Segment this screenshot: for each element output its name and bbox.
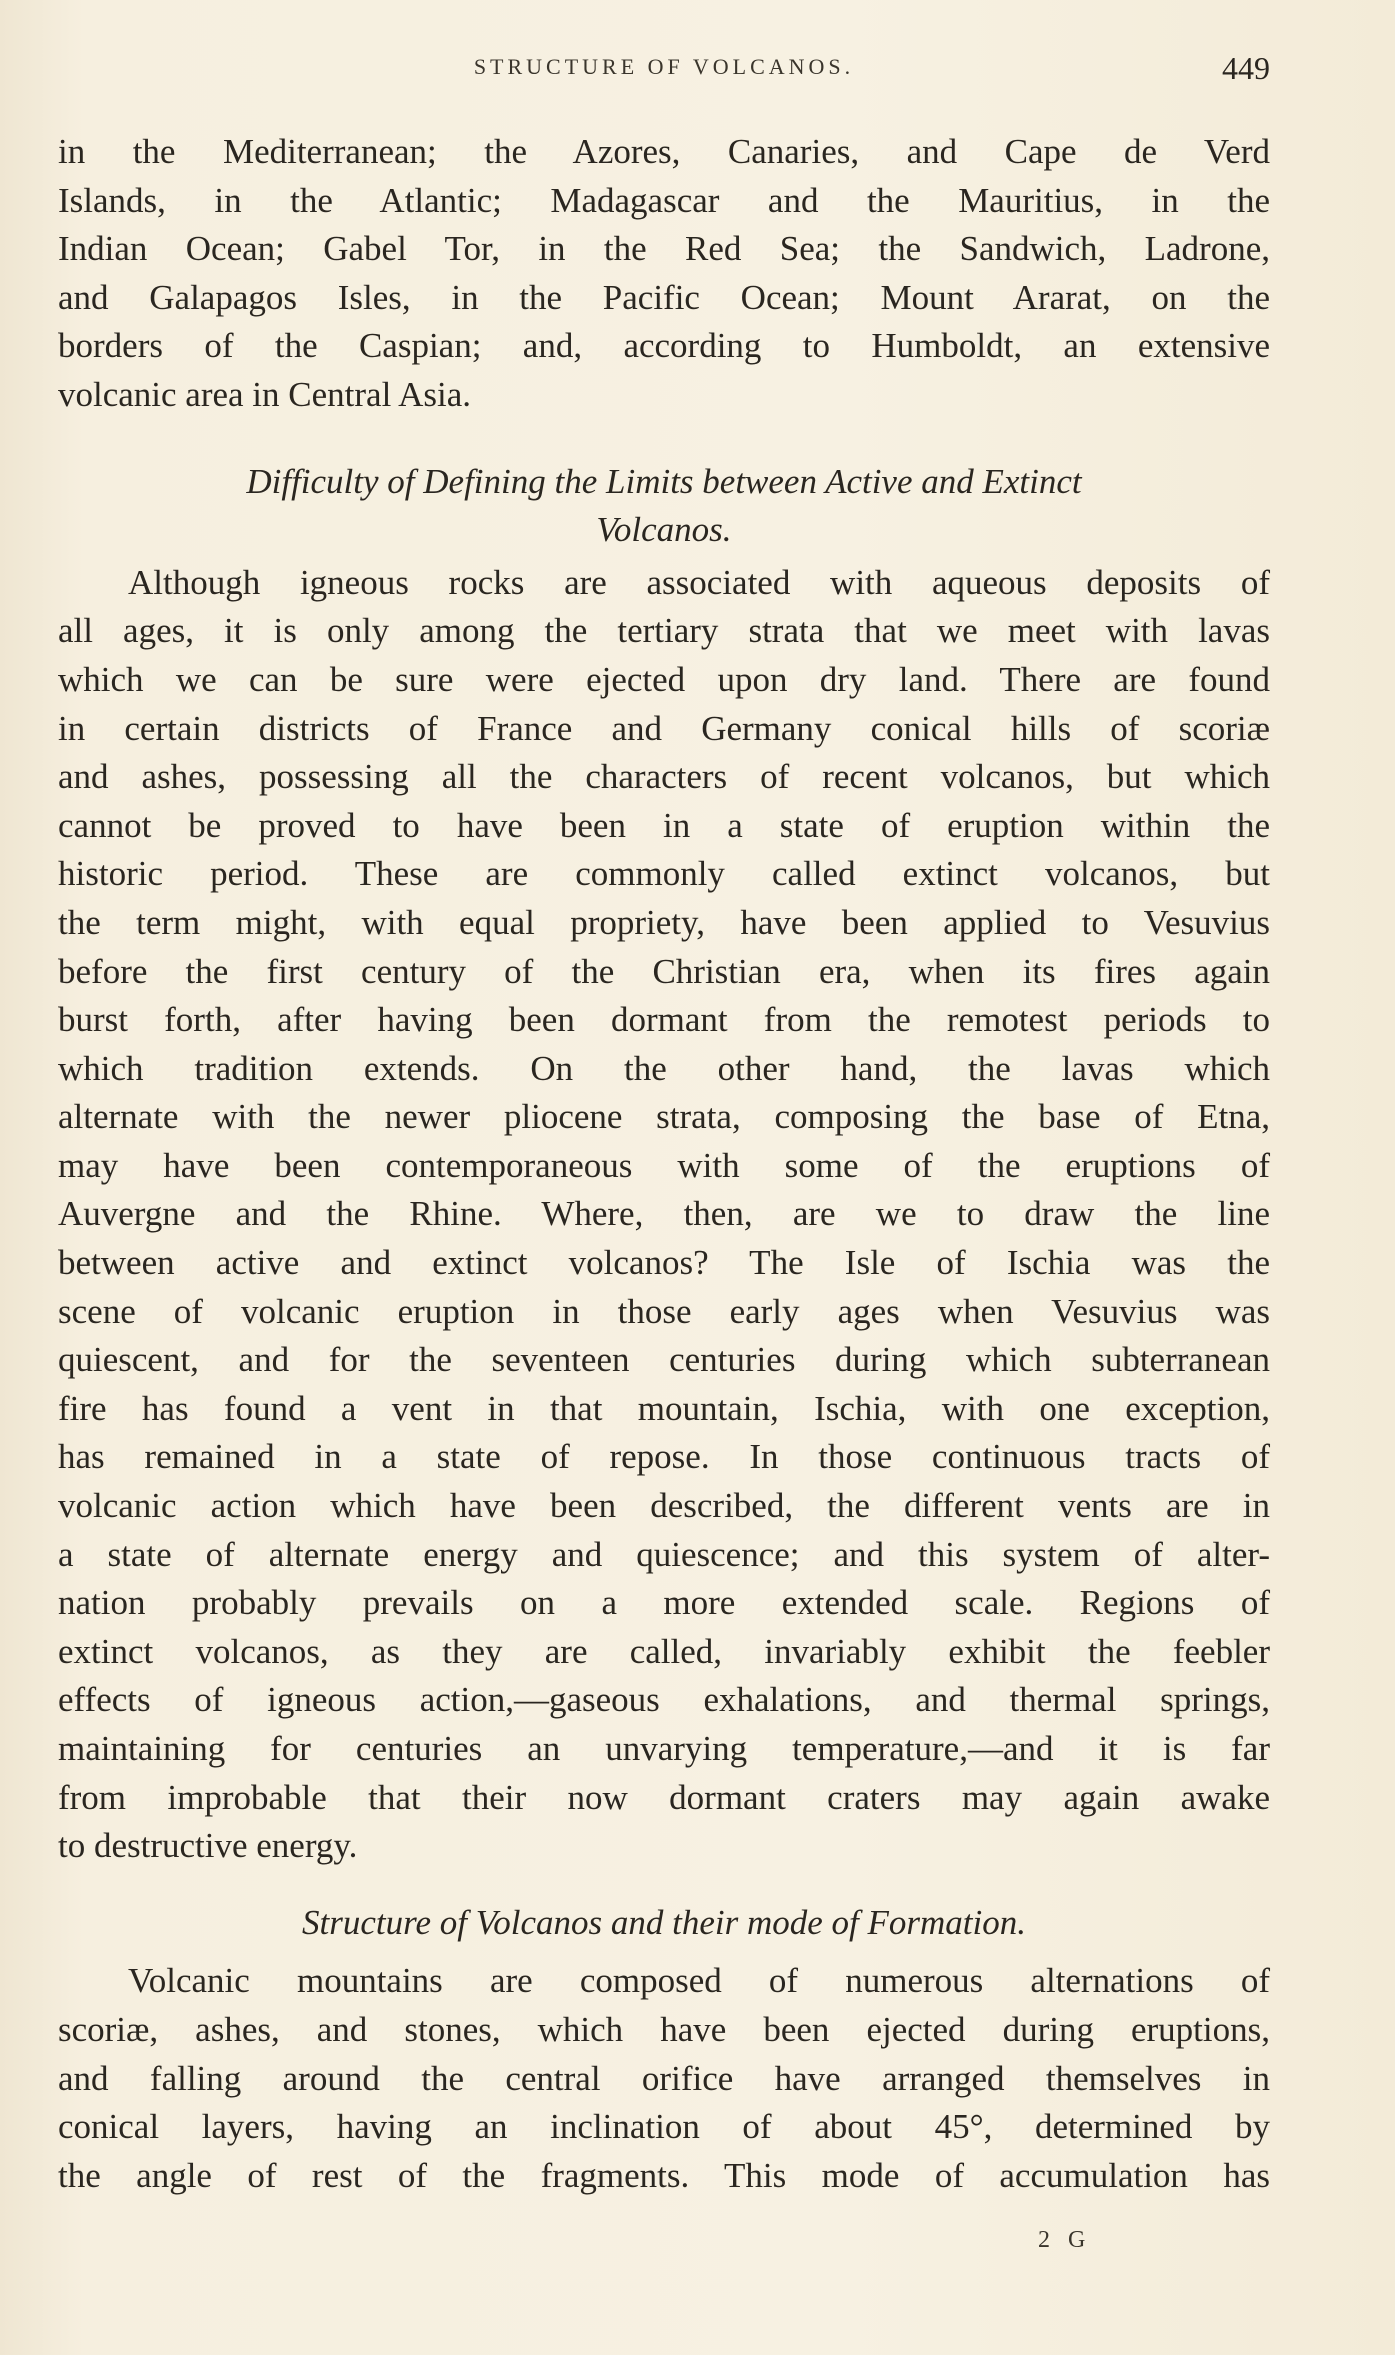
section-heading-difficulty <box>58 458 1270 555</box>
text-line: nation probably prevails on a more extended scale. Regions of <box>58 1583 1270 1623</box>
text-line: in the Mediterranean; the Azores, Canaries, and Cape de Verd <box>58 132 1270 171</box>
heading-line: Volcanos. <box>596 510 732 550</box>
paragraph-3 <box>58 1957 1270 2200</box>
text-line: all ages, it is only among the tertiary strata that we meet with lavas <box>58 611 1270 651</box>
text-line: Indian Ocean; Gabel Tor, in the Red Sea; the Sandwich, Ladrone, <box>58 229 1270 269</box>
text-line: scoriæ, ashes, and stones, which have been ejected during eruptions, <box>58 2009 1270 2049</box>
text-line: before the first century of the Christian era, when its fires again <box>58 951 1270 991</box>
text-line: a state of alternate energy and quiescence; and this system of alter- <box>58 1534 1270 1574</box>
text-line: Auvergne and the Rhine. Where, then, are we to draw the line <box>58 1194 1270 1234</box>
text-line: volcanic area in Central Asia. <box>58 374 472 414</box>
signature-mark: 2 G <box>1038 2227 1092 2253</box>
text-line: cannot be proved to have been in a state of eruption within the <box>58 805 1270 845</box>
text-line: which tradition extends. On the other hand, the lavas which <box>58 1048 1270 1088</box>
text-line: Volcanic mountains are composed of numerous alternations of <box>128 1961 1270 2001</box>
text-line: Islands, in the Atlantic; Madagascar and the Mauritius, in the <box>58 180 1270 220</box>
text-line: extinct volcanos, as they are called, invariably exhibit the feebler <box>58 1631 1270 1671</box>
text-line: which we can be sure were ejected upon dry land. There are found <box>58 659 1270 699</box>
text-line: historic period. These are commonly called extinct volcanos, but <box>58 854 1270 894</box>
heading-line: Difficulty of Defining the Limits between Active and Extinct <box>246 461 1082 501</box>
text-line: conical layers, having an inclination of about 45°, determined by <box>58 2107 1270 2147</box>
text-line: and Galapagos Isles, in the Pacific Ocean; Mount Ararat, on the <box>58 277 1270 317</box>
text-line: in certain districts of France and Germany conical hills of scoriæ <box>58 708 1270 748</box>
text-line: quiescent, and for the seventeen centuries during which subterranean <box>58 1340 1270 1380</box>
body-text <box>58 128 1270 2200</box>
paragraph-2 <box>58 559 1270 1871</box>
text-line: volcanic action which have been described, the different vents are in <box>58 1486 1270 1526</box>
text-line: scene of volcanic eruption in those early ages when Vesuvius was <box>58 1291 1270 1331</box>
text-line: from improbable that their now dormant craters may again awake <box>58 1777 1270 1817</box>
section-heading-structure <box>58 1899 1270 1948</box>
text-line: maintaining for centuries an unvarying temperature,—and it is far <box>58 1729 1270 1768</box>
text-line: and falling around the central orifice have arranged themselves in <box>58 2058 1270 2098</box>
text-line: has remained in a state of repose. In those continuous tracts of <box>58 1437 1270 1477</box>
text-line: may have been contemporaneous with some of the eruptions of <box>58 1145 1270 1185</box>
text-line: to destructive energy. <box>58 1826 358 1866</box>
paragraph-1 <box>58 128 1270 420</box>
text-line: borders of the Caspian; and, according to Humboldt, an extensive <box>58 326 1270 366</box>
text-line: the term might, with equal propriety, have been applied to Vesuvius <box>58 902 1270 942</box>
text-line: burst forth, after having been dormant from the remotest periods to <box>58 1000 1270 1040</box>
text-line: Although igneous rocks are associated with aqueous deposits of <box>128 562 1270 602</box>
text-line: and ashes, possessing all the characters of recent volcanos, but which <box>58 757 1270 797</box>
text-line: the angle of rest of the fragments. This mode of accumulation has <box>58 2155 1270 2195</box>
page-header <box>58 50 1270 90</box>
text-line: effects of igneous action,—gaseous exhalations, and thermal springs, <box>58 1680 1270 1720</box>
heading-line: Structure of Volcanos and their mode of Formation. <box>302 1902 1026 1942</box>
text-line: fire has found a vent in that mountain, Ischia, with one exception, <box>58 1388 1270 1428</box>
text-line: alternate with the newer pliocene strata, composing the base of Etna, <box>58 1097 1270 1137</box>
running-title: STRUCTURE OF VOLCANOS. <box>473 54 855 79</box>
text-line: between active and extinct volcanos? The Isle of Ischia was the <box>58 1243 1270 1283</box>
page-number: 449 <box>1222 50 1270 86</box>
